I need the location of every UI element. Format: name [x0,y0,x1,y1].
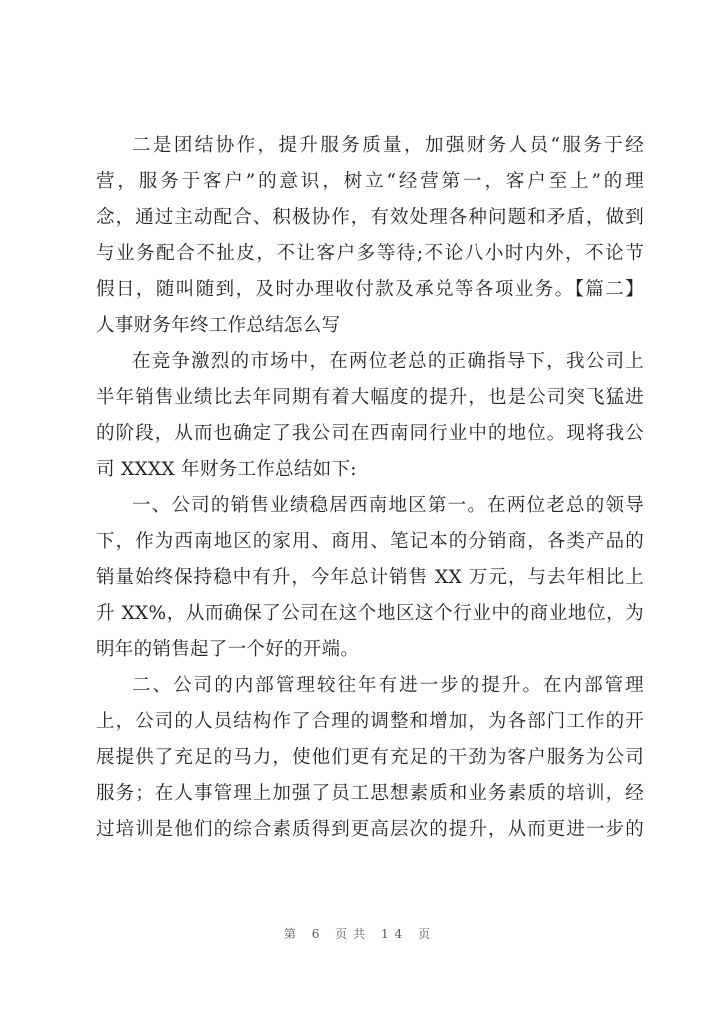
text-line: 上，公司的人员结构作了合理的调整和增加，为各部门工作的开 [96,711,644,732]
text-line: 与业务配合不扯皮，不让客户多等待;不论八小时内外，不论节 [96,243,644,264]
text-line: 营，服务于客户”的意识，树立“经营第一，客户至上”的理 [96,171,644,192]
text-line: 假日，随叫随到，及时办理收付款及承兑等各项业务。【篇二】 [96,279,644,300]
text-line: 二是团结协作，提升服务质量，加强财务人员“服务于经 [132,135,644,156]
text-line: 下，作为西南地区的家用、商用、笔记本的分销商，各类产品的 [96,531,644,552]
text-line: 半年销售业绩比去年同期有着大幅度的提升，也是公司突飞猛进 [96,387,644,408]
section-heading: 人事财务年终工作总结怎么写 [96,315,341,336]
text-line: 服务；在人事管理上加强了员工思想素质和业务素质的培训，经 [96,783,644,804]
text-line: 明年的销售起了一个好的开端。 [96,639,360,660]
text-line: 司 XXXX 年财务工作总结如下: [96,459,357,480]
document-body [96,128,644,848]
text-line: 一、公司的销售业绩稳居西南地区第一。在两位老总的领导 [132,495,644,516]
text-line: 在竞争激烈的市场中，在两位老总的正确指导下，我公司上 [132,351,644,372]
text-line: 展提供了充足的马力，使他们更有充足的干劲为客户服务为公司 [96,747,644,768]
text-line: 过培训是他们的综合素质得到更高层次的提升，从而更进一步的 [96,819,644,840]
text-line: 销量始终保持稳中有升，今年总计销售 XX 万元，与去年相比上 [96,567,644,588]
text-line: 升 XX%，从而确保了公司在这个地区这个行业中的商业地位，为 [96,603,644,624]
text-line: 念，通过主动配合、积极协作，有效处理各种问题和矛盾，做到 [96,207,644,228]
page-footer: 第 6 页共 14 页 [283,927,437,941]
text-line: 二、公司的内部管理较往年有进一步的提升。在内部管理 [132,675,644,696]
text-line: 的阶段，从而也确定了我公司在西南同行业中的地位。现将我公 [96,423,644,444]
